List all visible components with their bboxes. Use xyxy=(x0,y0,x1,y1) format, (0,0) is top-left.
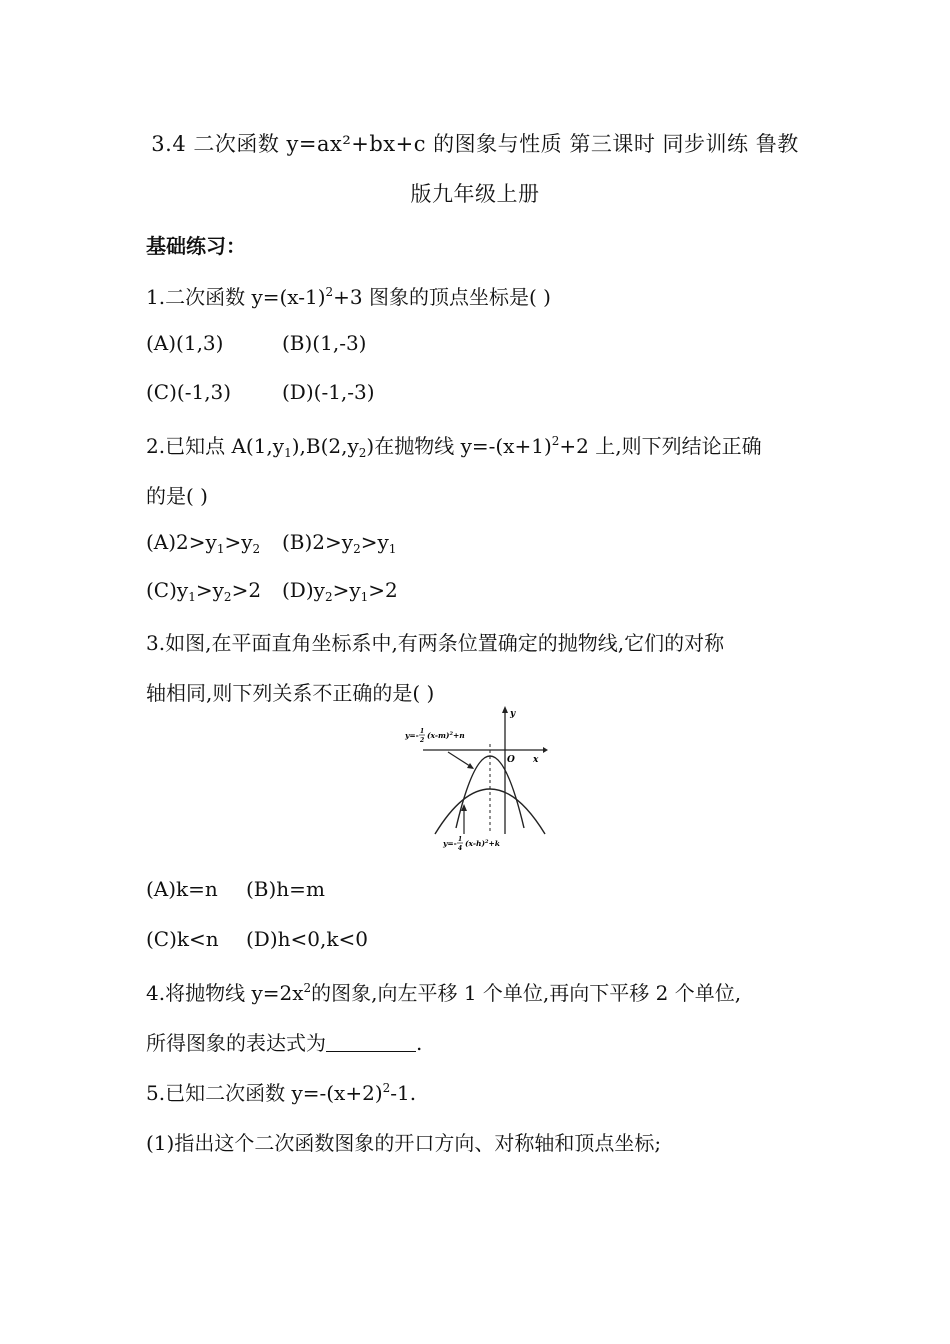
option-d: (D)(-1,-3) xyxy=(282,380,375,404)
equation-top: y=- xyxy=(405,731,419,740)
origin-label: O xyxy=(507,755,515,765)
document-title-line-1: 3.4 二次函数 y=ax²+bx+c 的图象与性质 第三课时 同步训练 鲁教 xyxy=(151,132,799,156)
x-axis-arrow xyxy=(543,747,548,753)
question-1-stem: 1.二次函数 $y=(x-1)^2+3$ 图象的顶点坐标是( ) xyxy=(146,285,551,309)
answer-blank[interactable] xyxy=(326,1033,416,1052)
question-2-stem-line-1: 2.已知点 $A(1,y_1),B(2,y_2)$在抛物线 $y=-(x+1)^2+2$ 上,则下列结论正确 xyxy=(146,434,762,460)
option-a: (A)(1,3) xyxy=(146,331,224,355)
svg-text:(x-h)2+k: $(x-h)^2+k$ xyxy=(465,839,500,848)
option-a: (A)k=n xyxy=(146,877,218,901)
option-a: $(A)2>y_1>y_2$ xyxy=(146,530,261,556)
question-5-part-1: (1)指出这个二次函数图象的开口方向、对称轴和顶点坐标; xyxy=(146,1131,662,1155)
svg-text:1: 1 xyxy=(458,836,463,843)
question-3-stem-line-1: 3.如图,在平面直角坐标系中,有两条位置确定的抛物线,它们的对称 xyxy=(146,631,725,655)
y-axis-label: y xyxy=(510,709,516,719)
option-d: (D)h<0,k<0 xyxy=(246,927,368,951)
question-2-options-row-1 xyxy=(146,530,396,556)
parabola-figure xyxy=(403,704,548,854)
svg-text:2: 2 xyxy=(420,737,425,744)
question-2-options-row-2 xyxy=(146,578,398,604)
question-1-options-row-2 xyxy=(146,380,375,404)
svg-text:4: 4 xyxy=(458,845,463,852)
document-title-line-2: 版九年级上册 xyxy=(410,182,540,206)
option-b: $(B)2>y_2>y_1$ xyxy=(282,530,397,556)
section-heading: 基础练习： xyxy=(146,234,246,258)
question-3-options-row-2 xyxy=(146,927,368,951)
question-1-options-row-1 xyxy=(146,331,366,355)
option-b: (B)(1,-3) xyxy=(282,331,367,355)
question-3-options-row-1 xyxy=(146,877,325,901)
option-d: $(D)y_2>y_1>2$ xyxy=(282,578,398,604)
question-2-stem-line-2: 的是( ) xyxy=(146,484,208,508)
svg-text:(x-m)2+n: $(x-m)^2+n$ xyxy=(427,731,465,740)
equation-bottom: y=- xyxy=(443,839,457,848)
pointer-arrowhead-top xyxy=(467,763,474,769)
question-5-stem: 5.已知二次函数 $y=-(x+2)^2-1$. xyxy=(146,1081,417,1105)
question-4-stem-line-2: 所得图象的表达式为 . xyxy=(146,1031,423,1055)
question-4-stem-line-1: 4.将抛物线 $y=2x^2$的图象,向左平移 1 个单位,再向下平移 2 个单位, xyxy=(146,981,742,1005)
option-c: $(C)y_1>y_2>2$ xyxy=(146,578,262,604)
y-axis-arrow xyxy=(502,706,508,713)
question-3-stem-line-2: 轴相同,则下列关系不正确的是( ) xyxy=(146,681,435,705)
option-b: (B)h=m xyxy=(246,877,325,901)
svg-text:1: 1 xyxy=(420,728,425,735)
option-c: (C)(-1,3) xyxy=(146,380,232,404)
x-axis-label: x xyxy=(533,755,539,765)
option-c: (C)k<n xyxy=(146,927,219,951)
